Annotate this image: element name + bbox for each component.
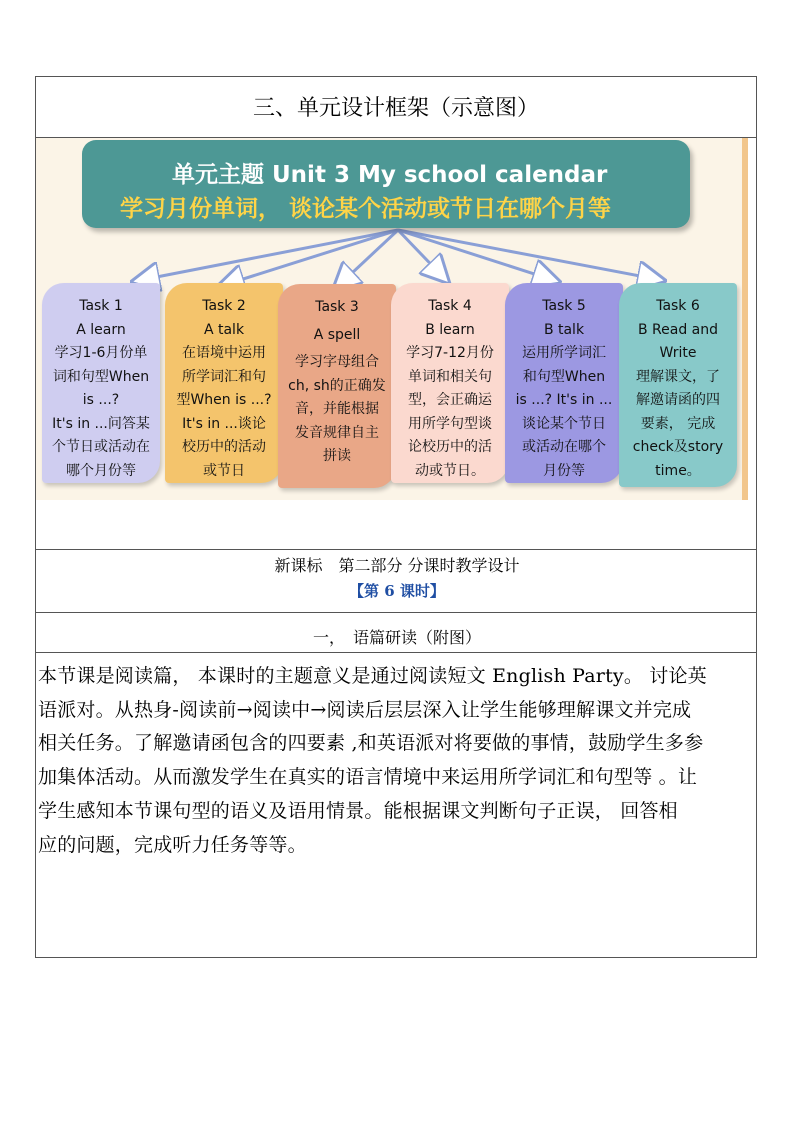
task-line: 月份等	[543, 462, 585, 479]
task-line: 拼读	[323, 448, 351, 464]
task-line: Task 5	[542, 298, 586, 314]
task-line: 学习字母组合	[295, 354, 379, 370]
part-subheading: 新课标 第二部分 分课时教学设计	[274, 556, 520, 575]
task-line: 型，会正确运	[408, 392, 492, 408]
unit-design-diagram	[36, 138, 748, 500]
task-line: 型When is ...?	[176, 392, 272, 408]
task-line: A spell	[313, 326, 361, 343]
task-line: 校历中的活动	[182, 439, 266, 455]
task-line: 音，并能根据	[295, 401, 379, 417]
task-line: 用所学句型谈	[408, 415, 492, 432]
task-line: 谈论某个节日	[522, 415, 606, 432]
task-line: B talk	[543, 321, 585, 338]
unit-theme-banner	[82, 140, 690, 228]
task-line: Task 6	[656, 298, 700, 314]
task-line: 和句型When	[522, 368, 606, 385]
task-line: 词和句型When	[52, 368, 150, 385]
task-line: 或活动在哪个	[522, 439, 606, 455]
arrow-task1	[136, 230, 398, 281]
task-line: A talk	[203, 321, 245, 338]
task-card-1	[42, 283, 160, 483]
task-line: 单词和相关句	[408, 368, 492, 385]
task-line: 动或节日。	[415, 462, 485, 479]
task-line: 或节日	[203, 462, 245, 479]
task-line: B Read and	[637, 321, 719, 338]
task-line: is ...? It's in ...	[515, 392, 613, 408]
paragraph-line: 本节课是阅读篇， 本课时的主题意义是通过阅读短文 English Party。 讨论英	[38, 665, 707, 687]
banner-subtitle: 学习月份单词， 谈论某个活动或节日在哪个月等	[120, 196, 612, 222]
divider	[36, 549, 756, 550]
task-line: ch, sh的正确发	[288, 377, 386, 394]
task-line: 要素， 完成	[640, 415, 716, 432]
paragraph-line: 加集体活动。从而激发学生在真实的语言情境中来运用所学词汇和句型等 。让	[38, 766, 698, 789]
divider	[36, 612, 756, 613]
task-line: 在语境中运用	[182, 345, 266, 361]
task-line: 所学词汇和句	[182, 368, 266, 385]
task-line: 解邀请函的四	[636, 392, 720, 408]
task-line: Task 2	[202, 298, 246, 314]
task-line: 学习1-6月份单	[54, 345, 148, 361]
task-line: time。	[655, 462, 701, 479]
task-line: Write	[659, 345, 697, 361]
section-title: 三、单元设计框架（示意图）	[252, 96, 539, 121]
task-card-2	[165, 283, 283, 483]
task-line: check及story	[632, 439, 724, 455]
study-heading: 一， 语篇研读（附图）	[312, 628, 481, 647]
task-line: is ...?	[82, 392, 120, 408]
task-line: B learn	[425, 321, 475, 338]
task-line: 发音规律自主	[295, 424, 379, 441]
task-line: 学习7-12月份	[406, 345, 494, 361]
paragraph-line: 相关任务。了解邀请函包含的四要素 ,和英语派对将要做的事情，鼓励学生多参	[38, 732, 704, 755]
task-card-5	[505, 283, 623, 483]
task-card-4	[391, 283, 509, 483]
paragraph-line: 应的问题，完成听力任务等等。	[38, 833, 307, 856]
task-line: A learn	[76, 321, 126, 338]
task-line: It's in ...谈论	[182, 415, 266, 432]
task-line: Task 1	[79, 298, 123, 314]
task-line: 运用所学词汇	[522, 345, 606, 361]
lesson-label: 【第 6 课时】	[349, 582, 445, 600]
task-line: 理解课文，了	[636, 368, 720, 385]
analysis-paragraph	[38, 660, 758, 862]
task-line: 个节日或活动在	[52, 439, 150, 455]
task-card-3	[278, 284, 396, 488]
task-line: It's in ...问答某	[52, 415, 150, 432]
banner-title: 单元主题 Unit 3 My school calendar	[172, 162, 608, 188]
task-line: 哪个月份等	[66, 462, 136, 479]
paragraph-line: 学生感知本节课句型的语义及语用情景。能根据课文判断句子正误， 回答相	[38, 799, 678, 822]
task-line: 论校历中的活	[408, 439, 492, 455]
task-card-6	[619, 283, 737, 487]
divider	[36, 652, 756, 653]
task-line: Task 4	[428, 298, 472, 314]
task-line: Task 3	[315, 299, 359, 315]
paragraph-line: 语派对。从热身-阅读前→阅读中→阅读后层层深入让学生能够理解课文并完成	[38, 698, 692, 721]
